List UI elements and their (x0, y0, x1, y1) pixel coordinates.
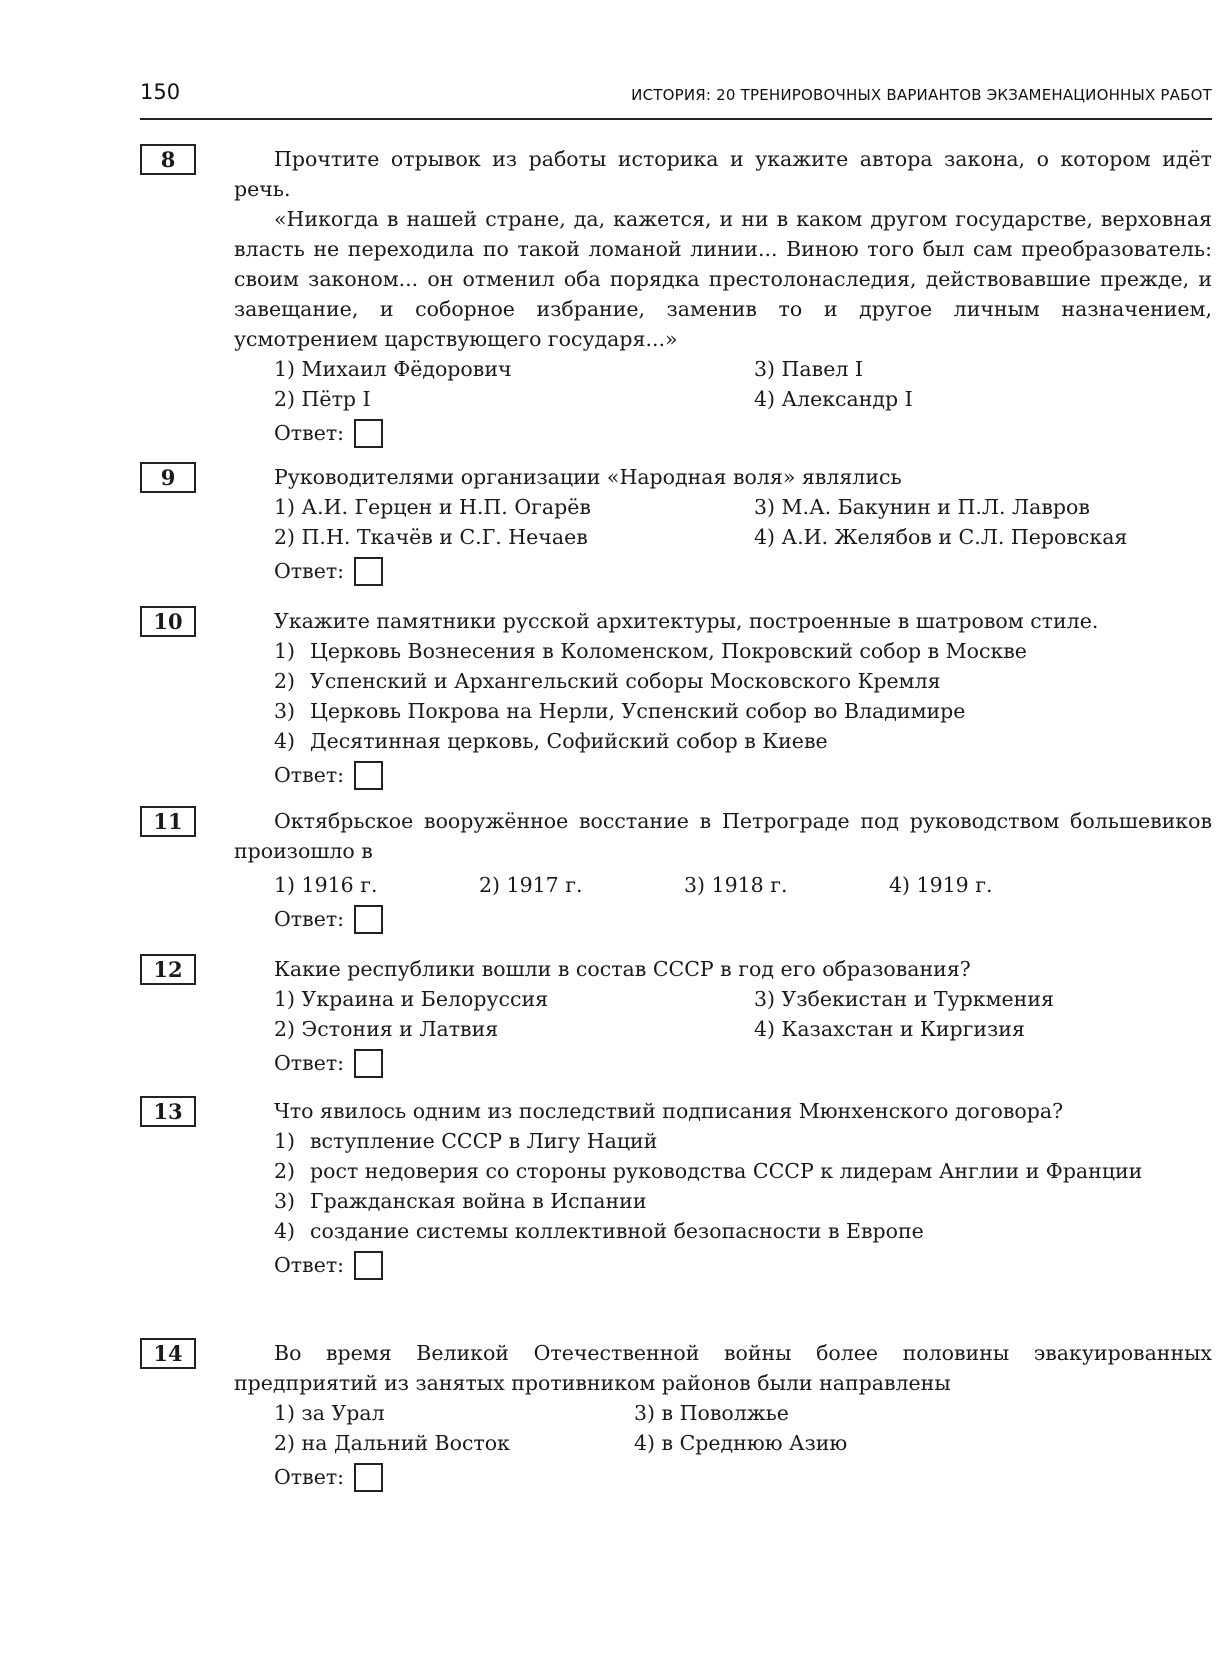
task-number: 10 (140, 606, 196, 637)
option: 3) Узбекистан и Туркмения (754, 987, 1054, 1011)
option: 2) рост недоверия со стороны руководства СССР к лидерам Англии и Франции (274, 1159, 1143, 1183)
running-title: ИСТОРИЯ: 20 ТРЕНИРОВОЧНЫХ ВАРИАНТОВ ЭКЗАМЕНАЦИОННЫХ РАБОТ (631, 86, 1212, 104)
answer-row (234, 904, 1212, 934)
question-text: Какие республики вошли в состав СССР в год его образования? (274, 957, 971, 981)
page-header (140, 78, 1212, 120)
option: 1) за Урал (274, 1401, 385, 1425)
option: 2) П.Н. Ткачёв и С.Г. Нечаев (274, 525, 588, 549)
option: 3) Гражданская война в Испании (274, 1189, 647, 1213)
task-number: 14 (140, 1338, 196, 1369)
option: 1) А.И. Герцен и Н.П. Огарёв (274, 495, 591, 519)
option: 3) Павел I (754, 357, 863, 381)
answer-box[interactable] (354, 1251, 383, 1280)
option: 1) Украина и Белоруссия (274, 987, 549, 1011)
answer-label: Ответ: (274, 763, 345, 787)
option: 1) вступление СССР в Лигу Наций (274, 1129, 658, 1153)
answer-box[interactable] (354, 905, 383, 934)
option: 2) Пётр I (274, 387, 371, 411)
answer-row (234, 760, 1212, 790)
task-number: 11 (140, 806, 196, 837)
question-text: Укажите памятники русской архитектуры, построенные в шатровом стиле. (274, 609, 1099, 633)
answer-row (234, 1462, 1212, 1492)
answer-row (234, 556, 1212, 586)
option: 3) в Поволжье (634, 1401, 789, 1425)
option: 4) Десятинная церковь, Софийский собор в Киеве (274, 729, 828, 753)
answer-label: Ответ: (274, 907, 345, 931)
option: 1) 1916 г. (274, 873, 378, 897)
option: 1) Церковь Вознесения в Коломенском, Покровский собор в Москве (274, 639, 1027, 663)
option: 2) на Дальний Восток (274, 1431, 510, 1455)
answer-label: Ответ: (274, 1051, 345, 1075)
answer-row (234, 418, 1212, 448)
page-number: 150 (140, 80, 181, 104)
option: 4) 1919 г. (889, 873, 993, 897)
option: 4) Казахстан и Киргизия (754, 1017, 1025, 1041)
question-text: Прочтите отрывок из работы историка и укажите автора закона, о котором идёт речь. (234, 147, 1212, 201)
answer-row (234, 1048, 1212, 1078)
option: 3) 1918 г. (684, 873, 788, 897)
option: 2) Эстония и Латвия (274, 1017, 499, 1041)
option: 4) Александр I (754, 387, 913, 411)
answer-label: Ответ: (274, 1465, 345, 1489)
option: 3) М.А. Бакунин и П.Л. Лавров (754, 495, 1090, 519)
question-text: Руководителями организации «Народная воля» являлись (274, 465, 902, 489)
task-number: 12 (140, 954, 196, 985)
question-text: Во время Великой Отечественной войны более половины эвакуированных предприятий из занятых противником районов были направлены (234, 1341, 1212, 1395)
question-text: Октябрьское вооружённое восстание в Петрограде под руководством большевиков произошло в (234, 809, 1212, 863)
option: 3) Церковь Покрова на Нерли, Успенский собор во Владимире (274, 699, 966, 723)
option: 4) А.И. Желябов и С.Л. Перовская (754, 525, 1128, 549)
answer-row (234, 1250, 1212, 1280)
option: 4) создание системы коллективной безопасности в Европе (274, 1219, 924, 1243)
option: 2) Успенский и Архангельский соборы Московского Кремля (274, 669, 941, 693)
task-number: 13 (140, 1096, 196, 1127)
option: 1) Михаил Фёдорович (274, 357, 512, 381)
answer-label: Ответ: (274, 559, 345, 583)
answer-box[interactable] (354, 1049, 383, 1078)
task-number: 8 (140, 144, 196, 175)
option: 2) 1917 г. (479, 873, 583, 897)
answer-box[interactable] (354, 761, 383, 790)
answer-box[interactable] (354, 419, 383, 448)
answer-box[interactable] (354, 557, 383, 586)
answer-label: Ответ: (274, 421, 345, 445)
task-number: 9 (140, 462, 196, 493)
quote-text: «Никогда в нашей стране, да, кажется, и ни в каком другом государстве, верховная власть не переходила по такой ломаной линии... Виною того был сам преобразователь: своим законом... он отменил оба порядка престолонаследия, действовавшие прежде, и завещание, и соборное избрание, заменив то и другое личным назначением, усмотрением царствующего государя...» (234, 207, 1212, 351)
answer-label: Ответ: (274, 1253, 345, 1277)
answer-box[interactable] (354, 1463, 383, 1492)
option: 4) в Среднюю Азию (634, 1431, 848, 1455)
question-text: Что явилось одним из последствий подписания Мюнхенского договора? (274, 1099, 1064, 1123)
